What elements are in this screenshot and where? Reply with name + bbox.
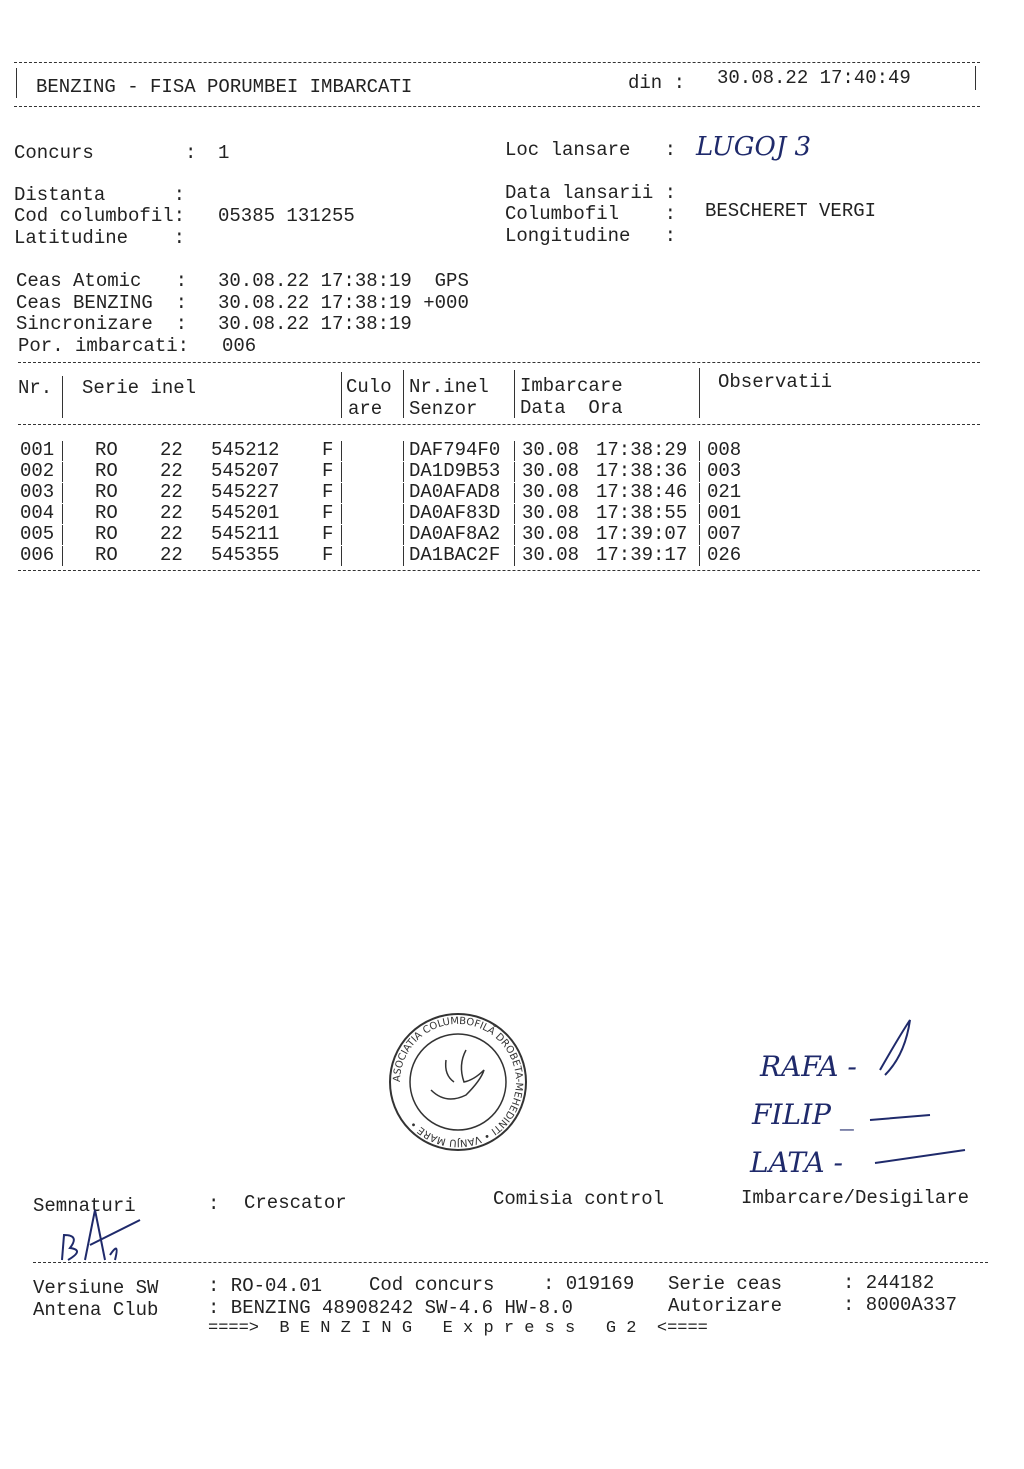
divider — [62, 441, 63, 461]
cell-nr: 001 — [20, 439, 55, 461]
cell-nr: 003 — [20, 481, 55, 503]
loc-lansare-label: Loc lansare : — [505, 139, 677, 161]
divider — [403, 504, 404, 524]
divider — [699, 462, 700, 482]
cell-serie: 545201 — [211, 502, 280, 524]
col-serie: Serie inel — [82, 377, 197, 399]
cell-tara: RO — [95, 460, 118, 482]
serie-ceas-value: : 244182 — [843, 1272, 935, 1294]
col-culoare-2: are — [348, 398, 383, 420]
col-observatii: Observatii — [718, 371, 833, 393]
divider — [403, 370, 404, 418]
crescator-label: Crescator — [244, 1192, 347, 1214]
versiune-label: Versiune SW — [33, 1277, 159, 1299]
cell-an: 22 — [160, 502, 183, 524]
por-imbarcati-value: 006 — [222, 335, 257, 357]
cell-data: 30.08 — [522, 439, 580, 461]
cell-ora: 17:39:07 — [596, 523, 688, 545]
cell-sex: F — [322, 481, 334, 503]
cell-tara: RO — [95, 502, 118, 524]
cell-senzor: DAF794F0 — [409, 439, 501, 461]
cell-ora: 17:39:17 — [596, 544, 688, 566]
cell-obs: 003 — [707, 460, 742, 482]
divider — [341, 525, 342, 545]
cell-an: 22 — [160, 439, 183, 461]
divider — [514, 525, 515, 545]
cell-data: 30.08 — [522, 502, 580, 524]
divider — [14, 62, 980, 63]
divider — [699, 504, 700, 524]
divider — [62, 525, 63, 545]
svg-text:ASOCIATIA COLUMBOFILĂ DROBETA-: ASOCIATIA COLUMBOFILĂ DROBETA-MEHEDINTI • VANJU MARE • — [391, 1015, 525, 1149]
cell-nr: 006 — [20, 544, 55, 566]
concurs-value: 1 — [218, 142, 230, 164]
autorizare-value: : 8000A337 — [843, 1294, 958, 1316]
cell-nr: 002 — [20, 460, 55, 482]
divider — [403, 525, 404, 545]
cell-obs: 021 — [707, 481, 742, 503]
din-value: 30.08.22 17:40:49 — [717, 67, 911, 89]
concurs-label: Concurs : — [14, 142, 197, 164]
antena-value: : BENZING 48908242 SW-4.6 HW-8.0 — [208, 1297, 573, 1319]
col-culoare: Culo — [346, 376, 392, 398]
cell-data: 30.08 — [522, 481, 580, 503]
cell-sex: F — [322, 523, 334, 545]
col-nr: Nr. — [18, 377, 53, 399]
cod-columbofil-value: 05385 131255 — [218, 205, 355, 227]
divider — [699, 441, 700, 461]
cell-ora: 17:38:55 — [596, 502, 688, 524]
cell-serie: 545227 — [211, 481, 280, 503]
divider — [699, 525, 700, 545]
divider — [18, 362, 980, 363]
col-senzor: Senzor — [409, 398, 478, 420]
cell-senzor: DA1BAC2F — [409, 544, 501, 566]
cell-an: 22 — [160, 523, 183, 545]
club-stamp — [386, 1010, 530, 1154]
antena-label: Antena Club — [33, 1299, 159, 1321]
cell-serie: 545212 — [211, 439, 280, 461]
loc-lansare-value: LUGOJ 3 — [696, 132, 812, 162]
col-data-ora: Data Ora — [520, 397, 623, 419]
divider — [403, 462, 404, 482]
cell-an: 22 — [160, 460, 183, 482]
cell-obs: 001 — [707, 502, 742, 524]
comisia-label: Comisia control — [493, 1188, 665, 1210]
divider — [33, 1262, 988, 1263]
divider — [18, 570, 980, 571]
divider — [514, 462, 515, 482]
cell-serie: 545211 — [211, 523, 280, 545]
cell-sex: F — [322, 460, 334, 482]
signature-marks — [860, 1015, 970, 1175]
cod-concurs-value: : 019169 — [543, 1273, 635, 1295]
sincronizare-value: 30.08.22 17:38:19 — [218, 313, 412, 335]
divider — [341, 483, 342, 503]
divider — [62, 546, 63, 566]
cell-obs: 007 — [707, 523, 742, 545]
versiune-value: : RO-04.01 — [208, 1275, 323, 1297]
divider — [341, 372, 342, 418]
cod-columbofil-label: Cod columbofil: — [14, 205, 186, 227]
benzing-banner: ====> B E N Z I N G E x p r e s s G 2 <==== — [208, 1319, 708, 1338]
handwritten-name: LATA - — [750, 1146, 844, 1179]
divider — [514, 546, 515, 566]
divider — [16, 68, 17, 98]
por-imbarcati-label: Por. imbarcati: — [18, 335, 190, 357]
ceas-atomic-label: Ceas Atomic : — [16, 270, 188, 292]
divider — [341, 462, 342, 482]
autorizare-label: Autorizare — [668, 1295, 783, 1317]
cell-tara: RO — [95, 439, 118, 461]
cod-concurs-label: Cod concurs — [369, 1274, 495, 1296]
divider — [341, 546, 342, 566]
divider — [514, 370, 515, 418]
document-title: BENZING - FISA PORUMBEI IMBARCATI — [36, 76, 413, 98]
cell-serie: 545355 — [211, 544, 280, 566]
cell-an: 22 — [160, 481, 183, 503]
semnaturi-colon: : — [208, 1193, 220, 1215]
cell-sex: F — [322, 439, 334, 461]
divider — [699, 368, 700, 418]
divider — [975, 66, 976, 90]
divider — [514, 504, 515, 524]
sincronizare-label: Sincronizare : — [16, 313, 188, 335]
divider — [403, 483, 404, 503]
dove-icon — [431, 1050, 484, 1099]
cell-tara: RO — [95, 481, 118, 503]
divider — [62, 376, 63, 418]
divider — [699, 483, 700, 503]
semnaturi-label: Semnaturi — [33, 1195, 136, 1217]
columbofil-label: Columbofil : — [505, 203, 677, 225]
divider — [341, 441, 342, 461]
cell-an: 22 — [160, 544, 183, 566]
divider — [62, 483, 63, 503]
handwritten-name: FILIP _ — [752, 1098, 854, 1131]
divider — [341, 504, 342, 524]
divider — [62, 504, 63, 524]
columbofil-value: BESCHERET VERGI — [705, 200, 877, 222]
distanta-label: Distanta : — [14, 184, 186, 206]
ceas-atomic-value: 30.08.22 17:38:19 GPS — [218, 270, 469, 292]
cell-data: 30.08 — [522, 460, 580, 482]
divider — [699, 546, 700, 566]
divider — [14, 106, 980, 107]
ceas-benzing-label: Ceas BENZING : — [16, 292, 188, 314]
divider — [403, 546, 404, 566]
data-lansarii-label: Data lansarii : — [505, 182, 677, 204]
longitudine-label: Longitudine : — [505, 225, 677, 247]
latitudine-label: Latitudine : — [14, 227, 186, 249]
divider — [514, 441, 515, 461]
cell-serie: 545207 — [211, 460, 280, 482]
cell-nr: 004 — [20, 502, 55, 524]
divider — [18, 424, 980, 425]
cell-ora: 17:38:36 — [596, 460, 688, 482]
crescator-signature — [50, 1200, 150, 1270]
cell-nr: 005 — [20, 523, 55, 545]
col-nrinel: Nr.inel — [409, 376, 489, 398]
cell-ora: 17:38:46 — [596, 481, 688, 503]
din-label: din : — [628, 72, 686, 94]
divider — [403, 441, 404, 461]
cell-senzor: DA0AF83D — [409, 502, 501, 524]
cell-sex: F — [322, 544, 334, 566]
cell-obs: 026 — [707, 544, 742, 566]
divider — [514, 483, 515, 503]
cell-tara: RO — [95, 544, 118, 566]
handwritten-name: RAFA - — [760, 1050, 857, 1083]
cell-ora: 17:38:29 — [596, 439, 688, 461]
cell-tara: RO — [95, 523, 118, 545]
cell-sex: F — [322, 502, 334, 524]
cell-senzor: DA0AFAD8 — [409, 481, 501, 503]
serie-ceas-label: Serie ceas — [668, 1273, 783, 1295]
cell-obs: 008 — [707, 439, 742, 461]
cell-senzor: DA1D9B53 — [409, 460, 501, 482]
cell-senzor: DA0AF8A2 — [409, 523, 501, 545]
col-imbarcare: Imbarcare — [520, 375, 623, 397]
cell-data: 30.08 — [522, 523, 580, 545]
imbarcare-label: Imbarcare/Desigilare — [741, 1187, 970, 1209]
cell-data: 30.08 — [522, 544, 580, 566]
ceas-benzing-value: 30.08.22 17:38:19 +000 — [218, 292, 469, 314]
divider — [62, 462, 63, 482]
